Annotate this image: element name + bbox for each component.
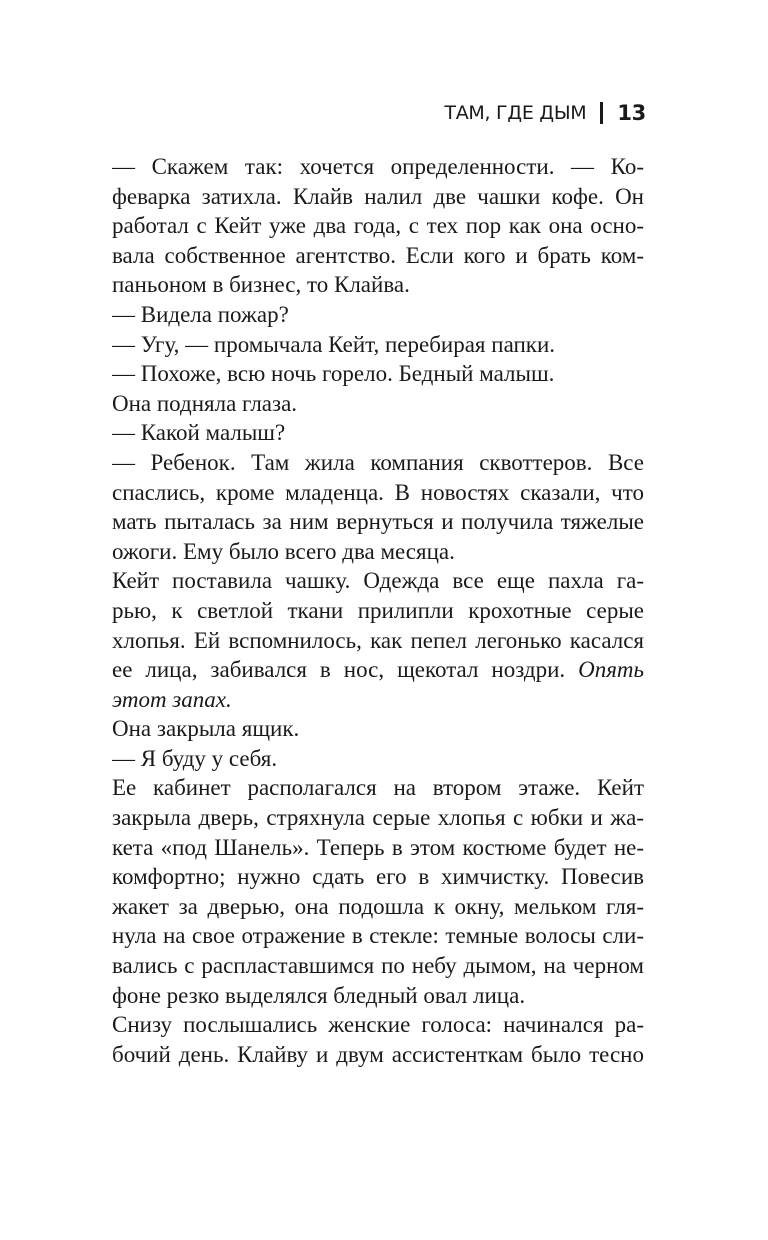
text-line — [112, 241, 644, 271]
text-line-content: фоне резко выделялся бледный овал лица. — [112, 982, 526, 1008]
text-line — [112, 596, 644, 626]
text-line-content: — Я буду у себя. — [112, 745, 278, 771]
text-line — [112, 862, 644, 892]
text-line-content: — Видела пожар? — [112, 301, 289, 327]
text-line-content: ее лица, забивался в нос, щекотал ноздри. — [112, 657, 566, 683]
text-line-content: вала собственное агентство. Если кого и брать ком- — [112, 242, 644, 268]
text-line — [112, 211, 644, 241]
text-line-content: Она подняла глаза. — [112, 390, 298, 416]
text-line — [112, 537, 644, 567]
text-line-content: Снизу послышались женские голоса: начинался ра- — [112, 1012, 644, 1038]
text-line — [112, 714, 644, 744]
running-head-separator — [600, 102, 603, 124]
running-head — [444, 101, 646, 125]
text-line — [112, 478, 644, 508]
text-line-content: рью, к светлой ткани прилипли крохотные серые — [112, 597, 644, 623]
text-line — [112, 359, 644, 389]
text-line — [112, 744, 644, 774]
text-line-content: комфортно; нужно сдать его в химчистку. Повесив — [112, 864, 644, 890]
italic-text: Опять — [578, 657, 644, 683]
text-line — [112, 685, 644, 715]
text-line-content: вались с распластавшимся по небу дымом, на черном — [112, 953, 644, 979]
text-line-content: спаслись, кроме младенца. В новостях сказали, что — [112, 479, 644, 505]
text-line — [112, 389, 644, 419]
text-line — [112, 626, 644, 656]
text-line-content: закрыла дверь, стряхнула серые хлопья с юбки и жа- — [112, 805, 644, 831]
text-line-content: жакет за дверью, она подошла к окну, мельком гля- — [112, 893, 644, 919]
text-line-content: феварка затихла. Клайв налил две чашки кофе. Он — [112, 183, 644, 209]
text-line — [112, 418, 644, 448]
text-line — [112, 152, 644, 182]
text-line-content: бочий день. Клайву и двум ассистенткам было тесно — [112, 1041, 644, 1067]
text-line-content: паньоном в бизнес, то Клайва. — [112, 272, 410, 298]
text-line — [112, 921, 644, 951]
body-text — [112, 152, 644, 1069]
text-line — [112, 507, 644, 537]
text-line — [112, 1010, 644, 1040]
text-line — [112, 981, 644, 1011]
text-line — [112, 892, 644, 922]
text-line — [112, 655, 644, 685]
text-line — [112, 566, 644, 596]
running-title: ТАМ, ГДЕ ДЫМ — [444, 102, 587, 124]
text-line — [112, 182, 644, 212]
text-line — [112, 1040, 644, 1070]
italic-text: этот запах. — [112, 686, 232, 712]
text-line-content: — Похоже, всю ночь горело. Бедный малыш. — [112, 361, 555, 387]
text-line-content: Она закрыла ящик. — [112, 716, 300, 742]
text-line — [112, 833, 644, 863]
text-line-content: — Скажем так: хочется определенности. — Ко- — [112, 154, 644, 179]
text-line-content: кета «под Шанель». Теперь в этом костюме будет не- — [112, 834, 644, 860]
text-line-content: нула на свое отражение в стекле: темные волосы сли- — [112, 923, 644, 949]
page-number: 13 — [617, 101, 646, 125]
text-line — [112, 448, 644, 478]
text-line-content: — Какой малыш? — [112, 420, 286, 446]
text-line-content: — Ребенок. Там жила компания сквоттеров. Все — [112, 449, 644, 475]
text-line — [112, 951, 644, 981]
text-line-content: ожоги. Ему было всего два месяца. — [112, 538, 455, 564]
text-line-content: хлопья. Ей вспомнилось, как пепел легонько касался — [112, 627, 644, 653]
text-line-content: — Угу, — промычала Кейт, перебирая папки. — [112, 331, 556, 357]
text-line-content: мать пыталась за ним вернуться и получила тяжелые — [112, 509, 644, 535]
text-line — [112, 330, 644, 360]
text-line-content: Ее кабинет располагался на втором этаже. Кейт — [112, 775, 644, 801]
text-line — [112, 773, 644, 803]
text-line — [112, 803, 644, 833]
text-line — [112, 270, 644, 300]
text-line-content: Кейт поставила чашку. Одежда все еще пахла га- — [112, 568, 644, 594]
text-line-content: работал с Кейт уже два года, с тех пор как она осно- — [112, 213, 644, 239]
text-line — [112, 300, 644, 330]
